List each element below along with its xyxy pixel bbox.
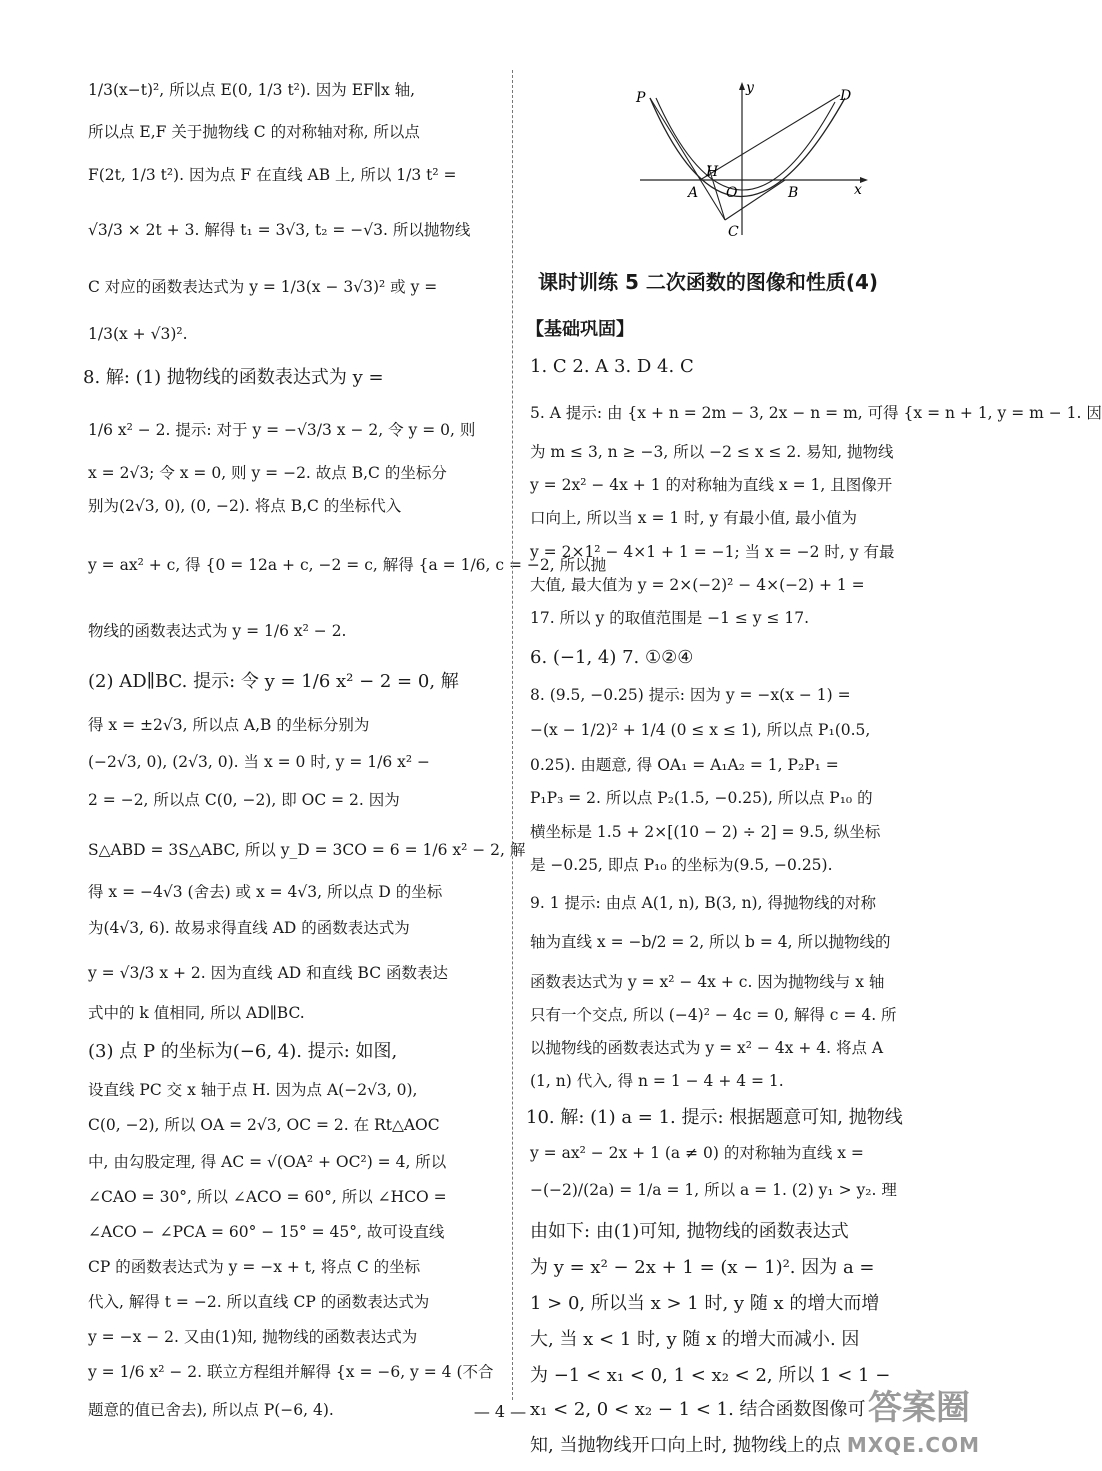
text-line: 知, 当抛物线开口向上时, 抛物线上的点	[530, 1435, 841, 1456]
text-line: x = 2√3; 令 x = 0, 则 y = −2. 故点 B,C 的坐标分	[88, 464, 447, 482]
text-line: 2 = −2, 所以点 C(0, −2), 即 OC = 2. 因为	[88, 791, 400, 809]
text-line: y = ax² + c, 得 {0 = 12a + c, −2 = c, 解得 {a = 1/6, c = −2, 所以抛	[88, 556, 607, 574]
section-heading: 【基础巩固】	[526, 319, 634, 340]
watermark-logo: 答案圈	[868, 1388, 970, 1428]
text-line: (−2√3, 0), (2√3, 0). 当 x = 0 时, y = 1/6 x² −	[88, 753, 431, 771]
text-line: −(x − 1/2)² + 1/4 (0 ≤ x ≤ 1), 所以点 P₁(0.5,	[530, 721, 871, 739]
label-x: x	[854, 182, 862, 198]
text-line: 函数表达式为 y = x² − 4x + c. 因为抛物线与 x 轴	[530, 973, 885, 991]
label-y: y	[746, 80, 754, 96]
text-line: −(−2)/(2a) = 1/a = 1, 所以 a = 1. (2) y₁ > y₂. 理	[530, 1181, 897, 1199]
text-line: 得 x = ±2√3, 所以点 A,B 的坐标分别为	[88, 716, 370, 734]
text-line: 1/3(x + √3)².	[88, 325, 188, 343]
text-line: 6. (−1, 4) 7. ①②④	[530, 647, 694, 668]
text-line: S△ABD = 3S△ABC, 所以 y_D = 3CO = 6 = 1/6 x² − 2, 解	[88, 841, 526, 859]
text-line: 代入, 解得 t = −2. 所以直线 CP 的函数表达式为	[88, 1293, 430, 1311]
lesson-title: 课时训练 5 二次函数的图像和性质(4)	[538, 270, 879, 294]
text-line: 轴为直线 x = −b/2 = 2, 所以 b = 4, 所以抛物线的	[530, 933, 891, 951]
text-line: 别为(2√3, 0), (0, −2). 将点 B,C 的坐标代入	[88, 497, 402, 515]
problem-10-heading: 10. 解: (1) a = 1. 提示: 根据题意可知, 抛物线	[526, 1107, 903, 1128]
text-line: 大值, 最大值为 y = 2×(−2)² − 4×(−2) + 1 =	[530, 576, 865, 594]
text-line: 为 m ≤ 3, n ≥ −3, 所以 −2 ≤ x ≤ 2. 易知, 抛物线	[530, 443, 894, 461]
label-D: D	[840, 88, 852, 104]
text-line: 1. C 2. A 3. D 4. C	[530, 356, 694, 377]
text-line: 式中的 k 值相同, 所以 AD∥BC.	[88, 1004, 305, 1022]
text-line: y = √3/3 x + 2. 因为直线 AD 和直线 BC 函数表达	[88, 964, 449, 982]
text-line: 由如下: 由(1)可知, 抛物线的函数表达式	[530, 1221, 849, 1242]
text-line: 是 −0.25, 即点 P₁₀ 的坐标为(9.5, −0.25).	[530, 856, 833, 874]
text-line: 5. A 提示: 由 {x + n = 2m − 3, 2x − n = m, 可得 {x = n + 1, y = m − 1. 因	[530, 404, 1102, 422]
page-number: — 4 —	[473, 1402, 527, 1421]
text-line: 只有一个交点, 所以 (−4)² − 4c = 0, 解得 c = 4. 所	[530, 1006, 897, 1024]
text-line: y = 2×1² − 4×1 + 1 = −1; 当 x = −2 时, y 有最	[530, 543, 895, 561]
label-H: H	[706, 164, 719, 180]
label-C: C	[728, 224, 739, 240]
label-O: O	[726, 185, 738, 201]
text-line: 8. (9.5, −0.25) 提示: 因为 y = −x(x − 1) =	[530, 686, 851, 704]
text-line: (3) 点 P 的坐标为(−6, 4). 提示: 如图,	[88, 1041, 398, 1062]
text-line: 1 > 0, 所以当 x > 1 时, y 随 x 的增大而增	[530, 1293, 880, 1314]
text-line: 物线的函数表达式为 y = 1/6 x² − 2.	[88, 622, 347, 640]
text-line: 1/6 x² − 2. 提示: 对于 y = −√3/3 x − 2, 令 y = 0, 则	[88, 421, 476, 439]
text-line: y = ax² − 2x + 1 (a ≠ 0) 的对称轴为直线 x =	[530, 1144, 864, 1162]
problem-8-heading: 8. 解: (1) 抛物线的函数表达式为 y =	[83, 367, 384, 388]
text-line: (2) AD∥BC. 提示: 令 y = 1/6 x² − 2 = 0, 解	[88, 671, 459, 692]
text-line: (1, n) 代入, 得 n = 1 − 4 + 4 = 1.	[530, 1072, 784, 1090]
text-line: 得 x = −4√3 (舍去) 或 x = 4√3, 所以点 D 的坐标	[88, 883, 443, 901]
text-line: 为 −1 < x₁ < 0, 1 < x₂ < 2, 所以 1 < 1 −	[530, 1365, 891, 1386]
text-line: 题意的值已舍去), 所以点 P(−6, 4).	[88, 1401, 334, 1419]
text-line: 设直线 PC 交 x 轴于点 H. 因为点 A(−2√3, 0),	[88, 1081, 418, 1099]
text-line: 中, 由勾股定理, 得 AC = √(OA² + OC²) = 4, 所以	[88, 1153, 447, 1171]
text-line: x₁ < 2, 0 < x₂ − 1 < 1. 结合函数图像可	[530, 1399, 866, 1420]
text-line: 横坐标是 1.5 + 2×[(10 − 2) ÷ 2] = 9.5, 纵坐标	[530, 823, 881, 841]
text-line: C 对应的函数表达式为 y = 1/3(x − 3√3)² 或 y =	[88, 278, 438, 296]
text-line: 1/3(x−t)², 所以点 E(0, 1/3 t²). 因为 EF∥x 轴,	[88, 81, 416, 99]
text-line: 所以点 E,F 关于抛物线 C 的对称轴对称, 所以点	[88, 123, 420, 141]
watermark-url: MXQE.COM	[846, 1433, 980, 1457]
text-line: ∠ACO − ∠PCA = 60° − 15° = 45°, 故可设直线	[88, 1223, 445, 1241]
text-line: √3/3 × 2t + 3. 解得 t₁ = 3√3, t₂ = −√3. 所以抛物线	[88, 221, 471, 239]
text-line: 以抛物线的函数表达式为 y = x² − 4x + 4. 将点 A	[530, 1039, 884, 1057]
text-line: 9. 1 提示: 由点 A(1, n), B(3, n), 得抛物线的对称	[530, 894, 876, 912]
column-divider	[512, 70, 513, 1400]
text-line: 17. 所以 y 的取值范围是 −1 ≤ y ≤ 17.	[530, 609, 810, 627]
parabola-figure	[630, 80, 870, 240]
text-line: F(2t, 1/3 t²). 因为点 F 在直线 AB 上, 所以 1/3 t² =	[88, 166, 457, 184]
text-line: 口向上, 所以当 x = 1 时, y 有最小值, 最小值为	[530, 509, 858, 527]
label-P: P	[636, 90, 646, 106]
text-line: 为(4√3, 6). 故易求得直线 AD 的函数表达式为	[88, 919, 410, 937]
text-line: 大, 当 x < 1 时, y 随 x 的增大而减小. 因	[530, 1329, 860, 1350]
text-line: y = 2x² − 4x + 1 的对称轴为直线 x = 1, 且图像开	[530, 476, 893, 494]
text-line: y = 1/6 x² − 2. 联立方程组并解得 {x = −6, y = 4 (不合	[88, 1363, 494, 1381]
label-B: B	[788, 185, 799, 201]
text-line: 0.25). 由题意, 得 OA₁ = A₁A₂ = 1, P₂P₁ =	[530, 756, 839, 774]
text-line: P₁P₃ = 2. 所以点 P₂(1.5, −0.25), 所以点 P₁₀ 的	[530, 789, 873, 807]
text-line: C(0, −2), 所以 OA = 2√3, OC = 2. 在 Rt△AOC	[88, 1116, 440, 1134]
label-A: A	[688, 185, 699, 201]
text-line: ∠CAO = 30°, 所以 ∠ACO = 60°, 所以 ∠HCO =	[88, 1188, 447, 1206]
text-line: CP 的函数表达式为 y = −x + t, 将点 C 的坐标	[88, 1258, 421, 1276]
text-line: y = −x − 2. 又由(1)知, 抛物线的函数表达式为	[88, 1328, 418, 1346]
text-line: 为 y = x² − 2x + 1 = (x − 1)². 因为 a =	[530, 1257, 875, 1278]
